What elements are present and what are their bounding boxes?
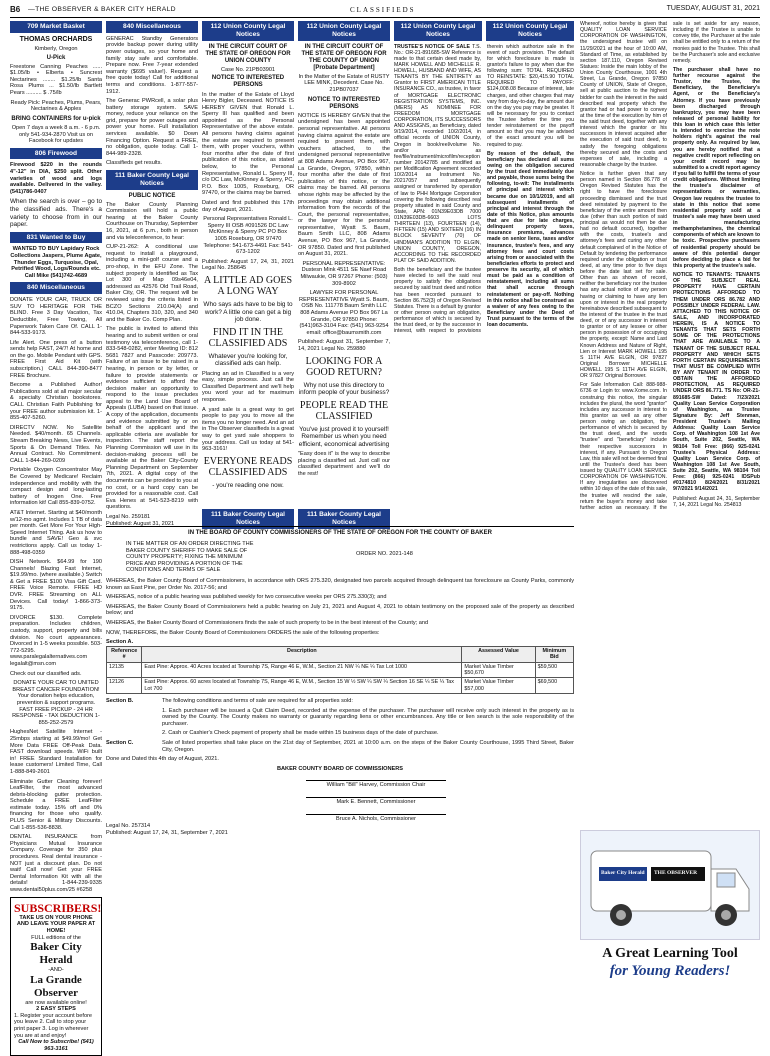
notice-text: Notice is further given that any person named in Section 86.778 of Oregon Revised Statutes has the right to have the foreclosure proceeding dismissed and the trust deed reinstated by payment to the beneficiary of the entire amount then due (other than such portion of said principal as would not then be due had no default occurred), together with the costs, trustee's and attorney's fees and curing any other default complained of in the Notice of Default by tendering the performance required under the obligation or trust deed, at any time prior to five days before the date last set for sale. Other than as shown of record, neither the beneficiary nor the trustee has any actual notice of any person having or claiming to have any lien upon or interest in the real property hereinabove described subsequent to the interest of the trustee in the trust deed, or of any successor in interest to grantor or of any lessee or other person in possession of or occupying the property, except: Name and Last Known Address and Nature of Right, Lien or Interest MARK HOWELL 195 S 11TH AVE ELGIN, OR 97827 Original Borrower MICHELLE HOWELL 195 S 11TH AVE ELGIN, OR 97827 Original Borrower. — [580, 171, 667, 380]
column-4 — [298, 21, 390, 521]
van-logo-herald: Baker City Herald — [601, 870, 645, 876]
order-text: 1. Each purchaser will be issued a Quit Claim Deed, recorded at the expense of the purchaser. The purchaser will receive only such interest in the property as is owned by the County. The County makes no warranty or guaranty regarding liens or other encumbrances. Any title or lien search is the sole responsibility of the purchaser. — [162, 707, 574, 727]
table-header: Assessed Value — [462, 646, 535, 662]
column-3-bar — [202, 509, 294, 525]
delivery-van-illustration — [580, 830, 760, 940]
representative-block: Personal Representatives Ronald L. Sperry III OSB #091526 DC Law McKinney & Sperry PC PO Box 1005 Roseburg, OR 97470 Telephone: 541-673-4491 Fax: 541-673-1202 — [203, 216, 293, 256]
notice-title: NOTICE TO INTERESTED PERSONS — [307, 96, 381, 110]
ad-title: THOMAS ORCHARDS — [19, 35, 93, 43]
ad-text: The Generac PWRcell, a solar plus battery storage system. SAVE money, reduce your reliance on the grid, prepare for power outages and power your home. Full installation services available. $0 Down Financing Option. Request a FREE, no obligation, quote today. Call 1-844-989-2328. — [106, 98, 198, 157]
filler-text: Who says ads have to be big to work? A little one can get a big job done. — [203, 300, 293, 324]
ad-text: DONATE YOUR CAR TO UNITED BREAST CANCER FOUNDATION! Your donation helps education, prevention & support programs. FAST FREE PICKUP - 24 HR RESPONSE - TAX DEDUCTION 1-855-252-2579 — [12, 680, 100, 726]
column-4-bar — [298, 509, 390, 525]
published-date: Published: August 24, 31, September 7, 14, 2021 Legal No. 254813 — [673, 495, 760, 508]
filler-heading: EVERYONE READS CLASSIFIED ADS — [203, 455, 293, 479]
category-bar: 112 Union County Legal Notices — [298, 21, 390, 41]
page-header — [10, 4, 760, 18]
table-cell: 12126 — [107, 678, 142, 694]
published-date: Published: August 17, 24, 31, 2021 Legal No. 258645 — [202, 258, 294, 272]
category-bar: 831 Wanted to Buy — [10, 232, 102, 244]
subscribe-text: FULL editions of the — [31, 934, 81, 941]
legal-number: Legal No. 259181 — [106, 513, 151, 520]
ad-text: WANTED TO BUY Lapidary Rock Collections Jaspers, Plume Agate, Thunder Eggs, Turquoise, Opal, Petrified Wood, Logs/Rounds etc. Call Mike (541)742-4689 — [10, 246, 102, 279]
section-heading: Section A. — [106, 639, 134, 646]
column-3 — [202, 21, 294, 521]
published-date: Published: August 31, September 7, 14, 2021 Legal No. 259880 — [298, 339, 390, 352]
order-text: WHEREAS, the Baker County Board of Commissioners, in accordance with ORS 275.320, designated two parcels acquired through delinquent tax foreclosure as County Parks, commonly known as East Pine, per Order No. 2017-56; and — [106, 578, 574, 591]
ad-heading: U-Pick — [46, 54, 66, 61]
published-date: Published: August 31, 2021 — [106, 520, 175, 527]
table-cell: Market Value Timber $50,670 — [462, 662, 535, 678]
promo-ad — [580, 830, 760, 1020]
filler-text: A yard sale is a great way to get people to pay you to move all the items you no longer need. And an ad in The Observer classifieds is a great way to get yard sale shoppers to your address. Call us today at 541-963-3161! — [202, 406, 294, 453]
ad-text: AT&T Internet. Starting at $40/month w/12-mo agmt. Includes 1 TB of data per month. Get More For Your High-Speed Internet Thing. Ask us how to bundle and SAVE! Geo & svc restrictions apply. Call us today 1-888-498-0359 — [10, 509, 102, 556]
category-bar: 111 Baker County Legal Notices — [298, 509, 390, 529]
observer-logo: La Grande Observer — [30, 973, 82, 999]
ad-text: Become a Published Author! Publications sold at all major secular & specialty Christian bookstores. CALL Christian Faith Publishing for your FREE author submission kit. 1-855-407-5260. — [10, 382, 102, 422]
order-title: IN THE BOARD OF COUNTY COMMISSIONERS OF THE STATE OF OREGON FOR THE COUNTY OF BAKER — [188, 530, 492, 536]
filler-heading: PEOPLE READ THE CLASSIFIED — [299, 399, 389, 423]
table-row — [107, 678, 574, 694]
category-bar: 111 Baker County Legal Notices — [202, 509, 294, 529]
category-bar: 111 Baker County Legal Notices — [106, 170, 198, 190]
subscribe-text: are now available online! — [25, 999, 87, 1006]
order-matter: IN THE MATTER OF AN ORDER DIRECTING THE BAKER COUNTY SHERIFF TO MAKE SALE OF COUNTY PROPERTY; FIXING THE MINIMUM PRICE AND PROVIDING A PORTION OF THE CONDITIONS AND TERMS OF SALE — [126, 541, 254, 574]
category-bar: 709 Market Basket — [10, 21, 102, 33]
order-text: WHEREAS, notice of a public hearing was published weekly for two consecutive weeks per ORS 275.330(3); and — [106, 594, 387, 601]
subscribe-steps: 1. Register your account before you leave 2. Call to stop your print paper 3. Log in wherever you are at and enjoy! — [14, 1012, 93, 1039]
section-name: CLASSIFIEDS — [350, 6, 416, 14]
signature-line: William "Bill" Harvey, Commission Chair — [306, 780, 446, 789]
category-bar: 806 Firewood — [10, 148, 102, 160]
subscribe-call: Call Now to Subscribe! (541) 963-3161 — [18, 1039, 94, 1052]
promo-for: for — [609, 962, 629, 979]
filler-text: Why not use this directory to inform people of your business? — [298, 381, 390, 397]
ad-text: Eliminate Gutter Cleaning forever! LeafFilter, the most advanced debris-blocking gutter protection. Schedule a FREE LeafFilter estimate today. 15% off and 0% financing for those who qualify. PLUS Senior & Military Discounts. Call 1-855-536-8838. — [10, 778, 102, 831]
notice-text: NOTICE TO TENANTS: TENANTS OF THE SUBJECT REAL PROPERTY HAVE CERTAIN PROTECTIONS AFFORDED TO THEM UNDER ORS 86.782 AND POSSIBLY UNDER FEDERAL LAW. ATTACHED TO THIS NOTICE OF SALE, AND INCORPORATED HEREIN, IS A NOTICE TO TENANTS THAT SETS FORTH SOME OF THE PROTECTIONS THAT ARE AVAILABLE TO A TENANT OF THE SUBJECT REAL PROPERTY AND WHICH SETS FORTH CERTAIN REQUIREMENTS THAT MUST BE COMPLIED WITH BY ANY TENANT IN ORDER TO OBTAIN THE AFFORDED PROTECTION, AS REQUIRED UNDER ORS 86.771. TS No: OR-21-891685-SW Dated: 7/23/2021 Quality Loan Service Corporation of Washington, as Trustee Signature By: Jeff Stenman, President Trustee's Mailing Address: Quality Loan Service Corp. of Washington 108 1st Ave South, Suite 202, Seattle, WA 98104 Toll Free: (866) 925-0241 Trustee's Physical Address: Quality Loan Service Corp. of Washington 108 1st Ave South, Suite 202, Seattle, WA 98104 Toll Free: (866) 925-0241 IDSPub #0174810 8/24/2021 8/31/2021 9/7/2021 9/14/2021 — [673, 272, 760, 493]
ad-text: Life Alert. One press of a button sends help FAST, 24/7! At home and on the go. Mobile Pendant with GPS. FREE First Aid Kit (with subscription.) CALL 844-390-8477 FREE Brochure. — [10, 339, 102, 379]
filler-heading: FIND IT IN THE CLASSIFIED ADS — [208, 326, 288, 350]
filler-text: Classifieds get results. — [106, 160, 162, 167]
column-5-6 — [394, 21, 574, 521]
ad-subtitle: Kimberly, Oregon — [34, 46, 78, 53]
subscribe-line: TAKE US ON YOUR PHONE AND LEAVE YOUR PAPER AT HOME! — [16, 914, 96, 934]
ad-text: Portable Oxygen Concentrator May Be Covered by Medicare! Reclaim independence and mobility with the compact design and long-lasting battery of Inogen One. Free information kit! Call 855-839-0752. — [10, 467, 102, 507]
bch-logo: Baker City Herald — [30, 941, 82, 967]
section-heading: Section C. — [106, 740, 134, 747]
ad-heading: BRING CONTAINERS for u-pick — [11, 115, 101, 122]
table-row — [107, 662, 574, 678]
notice-text: NOTICE IS HEREBY GIVEN that the undersigned has been appointed personal representative. All persons having claims against the estate are required to present them, with vouchers attached, to the undersigned personal representative at 808 Adams Avenue, PO Box 967, La Grande, Oregon, 97850, within four months after the date of first publication of this notice, or the claims may be barred. All persons whose rights may be affected by the proceedings may obtain additional information from the records of the Court, the personal representative, or the lawyer for the personal representative, Wyatt S. Baum, Baum Smith LLC, 808 Adams Avenue, PO Box 967, La Grande, OR 97850. Dated and first published on August 31, 2021. — [298, 112, 390, 258]
promo-subline: Young Readers! — [631, 962, 731, 979]
published-date: Published: August 17, 24, 31, September 7, 2021 — [106, 829, 228, 836]
ad-text: DIRECTV NOW. No Satellite Needed. $40/month. 65 Channels. Stream Breaking News, Live Events, Sports & On Demand Titles. No Annual Contract. No Commitment. CALL 1-844-269-0209 — [10, 424, 102, 464]
table-cell: East Pine: Approx. 40 Acres located at Township 7S, Range 46 E, W.M., Section 21 NW ¼ NE ¼ Tax Lot 1000 — [142, 662, 462, 678]
notice-title: PUBLIC NOTICE — [128, 192, 176, 199]
order-text: Sale of listed properties shall take place on the 21st day of September, 2021 at 10:00 a.m. on the steps of the Baker County Courthouse, 1995 Third Street, Baker City, Oregon. — [162, 740, 574, 753]
table-header: Description — [142, 646, 462, 662]
filler-text: - you're reading one now. — [212, 481, 284, 489]
notice-text: The Baker County Planning Commission will hold a public hearing at the Baker County Courthouse on Thursday, September 16, 2021, at 6 p.m., both in person and via teleconference, to hear: — [106, 201, 198, 241]
filler-text: You've just proved it to yourself! Remember us when you need efficient, economical advertising — [298, 425, 390, 448]
filler-heading: LOOKING FOR A GOOD RETURN? — [305, 355, 383, 379]
table-cell: Market Value Timber $57,000 — [462, 678, 535, 694]
category-bar: 112 Union County Legal Notices — [202, 21, 294, 41]
subscribe-box — [10, 897, 102, 1056]
ad-text: Firewood $220 in the rounds 4"-12" in DIA, $250 split. Other varieties of wood and logs available. Delivered in the valley. (541)786-0407 — [10, 162, 102, 195]
subscribe-title: SUBSCRIBERS! — [14, 900, 102, 915]
newspaper-page — [10, 4, 760, 1052]
case-heading: In the Matter of the Estate of RUSTY LEE MINK, Decedent. Case No. 21PB07037 — [298, 73, 390, 94]
ad-text: HughesNet Satellite Internet - 25mbps starting at $49.99/mo! Get More Data FREE Off-Peak Data. FAST download speeds. WiFi built in! FREE Standard Installation for lease customers! Limited Time, Call 1-888-849-2601 — [10, 729, 102, 775]
filler-text: Check out our classified ads. — [10, 670, 82, 677]
order-text: The following conditions and terms of sale are required for all properties sold: — [162, 698, 353, 705]
filler-heading: A LITTLE AD GOES A LONG WAY — [203, 274, 293, 298]
court-heading: IN THE CIRCUIT COURT OF THE STATE OF OREGON FOR THE COUNTY OF UNION [Probate Department] — [301, 43, 387, 71]
notice-text: By reason of the default, the beneficiary has declared all sums owing on the obligation secured by the trust deed immediately due and payable, those sums being the following, to-wit: The installments of principal and interest which became due on 10/1/2019, and all subsequent installments of principal and interest through the date of this Notice, plus amounts that are due for late charges, delinquent property taxes, insurance premiums, advances made on senior liens, taxes and/or insurance, trustee's fees, and any attorney fees and court costs arising from or associated with the beneficiaries efforts to protect and preserve its security, all of which must be paid as a condition of reinstatement, including all sums that shall accrue through reinstatement or pay-off. Nothing in this notice shall be construed as a waiver of any fees owing to the Beneficiary under the Deed of Trust pursuant to the terms of the loan documents. — [487, 150, 574, 329]
filler-text: When the search is over – go to the classified ads. There's a variety to choose from in our paper. — [10, 198, 102, 229]
board-name: BAKER COUNTY BOARD OF COMMISSIONERS — [276, 765, 404, 772]
filler-text: "Easy does it" is the way to describe placing a classified ad. Just call our classified department and we'll do the rest! — [298, 451, 390, 478]
ad-text: Ready Pick: Peaches, Plums, Pears, Nectarines & Apples — [10, 99, 102, 113]
ad-text: GENERAC Standby Generators provide backup power during utility power outages, so your home and family stay safe and comfortable. Prepare now. Free 7-year extended warranty ($695 value!). Request a free quote today! Call for additional terms and conditions. 1-877-557-1912. — [106, 35, 198, 95]
notice-text: T.S. No.: OR-21-891685-SW Reference is made to that certain deed made by, MARK HOWELL AND MICHELLE R. HOWELL, HUSBAND AND WIFE, AS TENANTS BY THE ENTIRETY as Grantor to FIRST AMERICAN TITLE INSURANCE CO., as trustee, in favor of MORTGAGE ELECTRONIC REGISTRATION SYSTEMS, INC. (MERS) AS NOMINEE FOR FREEDOM MORTGAGE CORPORATION, ITS SUCCESSORS AND ASSIGNS, as Beneficiary, dated 9/19/2014, recorded 10/2/2014, in official records of UNION County, Oregon in book/reel/volume No. and/or as fee/file/instrument/microfilm/reception number 20142785 and modified as per Modification Agreement recorded 10/2/2014 as Instrument No. 20217057 and subsequently assigned or transferred by operation of law to PHH Mortgage Corporation covering the following described real property situated in said County and State, APN: 01N39E03DB 7000 01N39E03DB-6603 LOTS THIRTEEN (13), FOURTEEN (14), FIFTEEN (15) AND SIXTEEN (16) IN BLOCK SEVENTY (70) OF HINDMAN'S ADDITION TO ELGIN, UNION COUNTY, OREGON, ACCORDING TO THE RECORDED PLAT OF SAID ADDITION. — [394, 43, 481, 264]
representative-block: PERSONAL REPRESENTATIVE: Dustesn Mink 4511 SE Naef Road Milwaukie, OR 97267 Phone: (503) 309-8902 — [300, 260, 388, 287]
case-number: Case No. 21PB03901 — [220, 66, 276, 73]
notice-text: Both the beneficiary and the trustee have elected to sell the said real property to satisfy the obligations secured by said trust deed and notice has been recorded pursuant to Section 86.752(3) of Oregon Revised Statutes. There is a default by grantor or other person owing an obligation, performance of which is secured by the trust deed, or by the successor in interest, with respect to provisions therein which authorize sale in the event of such provision. The default for which foreclosure is made is grantor's failure to pay when due the following sum: TOTAL REQUIRED TO REINSTATE: $20,415.90 TOTAL REQUIRED TO PAYOFF: $124,008.08 Because of interest, late charges, and other charges that may vary from day-to-day, the amount due on the day you pay may be greater. It will be necessary for you to contact the Trustee before the time you tender reinstatement or the payoff amount so that you may be advised of the exact amount you will be required to pay. — [394, 43, 574, 335]
table-cell: $59,500 — [535, 662, 573, 678]
column-7-8 — [580, 21, 760, 827]
court-heading: IN THE CIRCUIT COURT OF THE STATE OF OREGON FOR UNION COUNTY — [205, 43, 291, 64]
property-table — [106, 646, 574, 694]
notice-text: The public is invited to attend this hearing and to submit written or oral testimony via teleconference, call 1-833-548-0282, enter Meeting ID: 812 5681 7827 and Passcode: 209773. Failure of an issue to be raised in a hearing, in person or by letter, or failure to provide statements or evidence sufficient to afford the decision maker an opportunity to respond to the issue precludes appeal to the Land Use Board of Appeals (LUBA) based on that issue. A copy of the application, documents and evidence submitted by or on behalf of the applicant and the applicable criteria are available for inspection. The staff report the Planning Commission will use in its decision-making process will be available at the Baker City-County Planning Department on September 7th, 2021. A digital copy of the documents can be provided to you at no cost, or a hard copy can be provided for a reasonable cost. Call Eva Henes at 541-523-8219 with questions. — [106, 326, 198, 511]
notice-text: CUP-21-262: A conditional use request to install a playground, including a mini-golf course and a pro-shop, in the EFU Zone. The subject property is identified as Tax Lot 300 of Map 09s46e04, addressed as 42576 Old Trail Road, Baker City, OR. The request will be reviewed using the criteria listed in BCZO Sections 210.04(A) and 410.04, Chapters 310, 320, and 340 and the Baker Co. Comp Plan. — [106, 244, 198, 323]
table-cell: $69,500 — [535, 678, 573, 694]
ad-text: DIVORCE $130. Complete preparation. Includes children, custody, support, property and bills division. No court appearances. Divorced in 1-5 weeks possible. 503-772-5295. www.paralegalalternatives.com legalalt@msn.com — [10, 614, 102, 667]
subscribe-text: -AND- — [48, 967, 64, 974]
ad-text: DENTAL INSURANCE from Physicians Mutual Insurance Company. Coverage for 350 plus procedures. Real dental insurance - NOT just a discount plan. Do not wait! Call now! Get your FREE Dental Information Kit with all the details! 1-844-239-9335 www.dental50plus.com/25 #6258 — [10, 834, 102, 893]
filler-text: Placing an ad in Classified is a very easy, simple process. Just call the Classified Department and we'll help you word your ad for maximum response. — [202, 370, 294, 404]
promo-headline: A Great Learning Tool — [602, 946, 738, 961]
category-bar: 112 Union County Legal Notices — [394, 21, 482, 41]
notice-text: The purchaser shall have no further recourse against the Trustor, the Trustee, the Beneficiary, the Beneficiary's Agent, or the Beneficiary's Attorney. If you have previously been discharged through bankruptcy, you may have been released of personal liability for this loan in which case this letter is intended to exercise the note holders right's against the real property only. As required by law, you are hereby notified that a negative credit report reflecting on your credit record may be submitted to a credit report agency if you fail to fulfill the terms of your credit obligations. Without limiting the trustee's disclaimer of representations or warranties, Oregon law requires the trustee to state in this notice that some residential property sold at a trustee's sale may have been used in manufacturing methamphetamines, the chemical components of which are known to be toxic. Prospective purchasers of residential property should be aware of this potential danger before deciding to place a bid for this property at the trustee's sale. — [673, 66, 760, 269]
county-order — [106, 526, 574, 1020]
order-text: 2. Cash or Cashier's Check payment of property shall be made within 15 business days of the date of purchase. — [162, 730, 439, 737]
category-bar: 840 Miscellaneous — [10, 282, 102, 294]
notice-text: For Sale Information Call: 888-988-6736 or Login to: www.Xome.com. In construing this notice, the singular includes the plural, the word "grantor" includes any successor in interest to this grantor as well as any other person owing an obligation, the performance of which is secured by the trust deed, and the words "trustee" and "beneficiary" include their respective successors in interest, if any. Pursuant to Oregon Law, this sale will not be deemed final until the Trustee's deed has been issued by QUALITY LOAN SERVICE CORPORATION OF WASHINGTON. If any irregularities are discovered within 10 days of the date of this sale, the trustee will rescind the sale, return the buyer's money and take further action as necessary. If the sale is set aside for any reason, including if the Trustee is unable to convey title, the Purchaser at the sale shall be entitled only to a return of the monies paid to the Trustee. This shall be the Purchaser's sole and exclusive remedy. — [580, 21, 760, 511]
column-1 — [10, 21, 102, 1052]
notice-title: NOTICE TO INTERESTED PERSONS — [211, 75, 285, 89]
lawyer-block: LAWYER FOR PERSONAL REPRESENTATIVE Wyatt S. Baum, OSB No. 111778 Baum Smith LLC 808 Adams Avenue PO Box 967 La Grande, OR 97850 Phone: (541)963-3104 Fax: (541) 963-9254 email: office@baumsmith.com — [299, 290, 389, 336]
page-number: B6 — [10, 5, 21, 14]
notice-text: In the matter of the Estate of Lloyd Henry Bigler, Deceased. NOTICE IS HEREBY GIVEN that Ronald L. Sperry III has qualified and been appointed as the Personal Representative of the above estate. All persons having claims against the estate are required to present them, with proper vouchers, within four months after the date of first publication of this notice, as stated below, to the Personal Representative, Ronald L. Sperry III, c/o DC Law, McKinney & Sperry, PC, P.O. Box 1005, Roseburg, OR 97470, or the claims may be barred. — [202, 91, 294, 197]
signature-line: Mark E. Bennett, Commissioner — [306, 797, 446, 806]
signature-line: Bruce A. Nichols, Commissioner — [306, 814, 446, 823]
filler-text: Whatever you're looking for, classified ads can help. — [208, 352, 288, 368]
order-text: Done and Dated this 4th day of August, 2021. — [106, 756, 219, 763]
section-heading: Section B. — [106, 698, 134, 705]
notice-title: TRUSTEE'S NOTICE OF SALE — [394, 43, 470, 50]
order-text: NOW, THEREFORE, the Baker County Board of Commissioners ORDERS the sale of the following properties: — [106, 629, 380, 636]
category-bar: 112 Union County Legal Notices — [486, 21, 574, 41]
subscribe-steps-title: 2 EASY STEPS — [36, 1006, 76, 1013]
table-header: Reference # — [107, 646, 142, 662]
notice-text: Whereof, notice hereby is given that QUALITY LOAN SERVICE CORPORATION OF WASHINGTON, the undersigned trustee will on 11/29/2021 at the hour of 10:00 AM, Standard of Time, as established by section 187.110, Oregon Revised Statues: Inside the main lobby of the Union County Courthouse, 1001 4th Street, La Grande, Oregon 97850 County of UNION, State of Oregon, sell at public auction to the highest bidder for cash the interest in the said described real property which the grantor had or had power to convey at the time of the execution by him of the said trust deed, together with any interest which the grantor or his successors in interest acquired after the execution of said trust deed, to satisfy the foregoing obligations thereby secured and the costs and expenses of sale, including a reasonable charge by the trustee. — [580, 21, 667, 168]
paper-name: —THE OBSERVER & BAKER CITY HERALD — [28, 6, 176, 13]
column-2 — [106, 21, 198, 527]
order-number: ORDER NO. 2021-148 — [356, 551, 413, 558]
ad-text: Freestone Canning Peaches ...... $1.05/lb • Elberta • Suncrest Nectarines ........ $1.25/lb Santa Rosa Plums ... $1.50/lb Bartlett Pears .......... $ .75/lb — [10, 63, 102, 97]
table-cell: 12135 — [107, 662, 142, 678]
issue-date: TUESDAY, AUGUST 31, 2021 — [666, 5, 760, 12]
order-text: WHEREAS, the Baker County Board of Commissioners finds the sale of such property to be in the best interest of the County; and — [106, 620, 429, 627]
table-header: Minimum Bid — [535, 646, 573, 662]
notice-text: Dated and first published this 17th day of August, 2021. — [202, 200, 294, 213]
ad-text: Open 7 days a week 8 a.m. - 6 p.m. only 541-934-2870 Visit us on Facebook for updates — [11, 124, 101, 145]
category-bar: 840 Miscellaneous — [106, 21, 198, 33]
order-text: WHEREAS, the Baker County Board of Commissioners held a public hearing on July 21, 2021 and August 4, 2021 to obtain testimony on the proposed sale of the property as described below; and — [106, 603, 574, 617]
ad-text: DISH Network. $64.99 for 190 Channels! Blazing Fast Internet, $19.99/mo. (where available.) Switch & Get a FREE $100 Visa Gift Card. FREE Voice Remote. FREE HD DVR. FREE Streaming on ALL Devices. Call today! 1-866-373-9175. — [10, 559, 102, 612]
table-cell: East Pine: Approx. 60 acres located at Township 7S, Range 46 E, W.M., Section 15 W ½ SW ¼ SW ¼ Section 16 SE ¼ SE ¼ Tax Lot 700 — [142, 678, 462, 694]
ad-text: DONATE YOUR CAR, TRUCK OR SUV TO HERITAGE FOR THE BLIND. Free 3 Day Vacation, Tax Deductible, Free Towing, All Paperwork Taken Care Of. CALL 1-844-533-9173. — [10, 297, 102, 337]
legal-number: Legal No. 257314 — [106, 823, 151, 830]
van-logo-observer: THE OBSERVER — [654, 870, 698, 876]
